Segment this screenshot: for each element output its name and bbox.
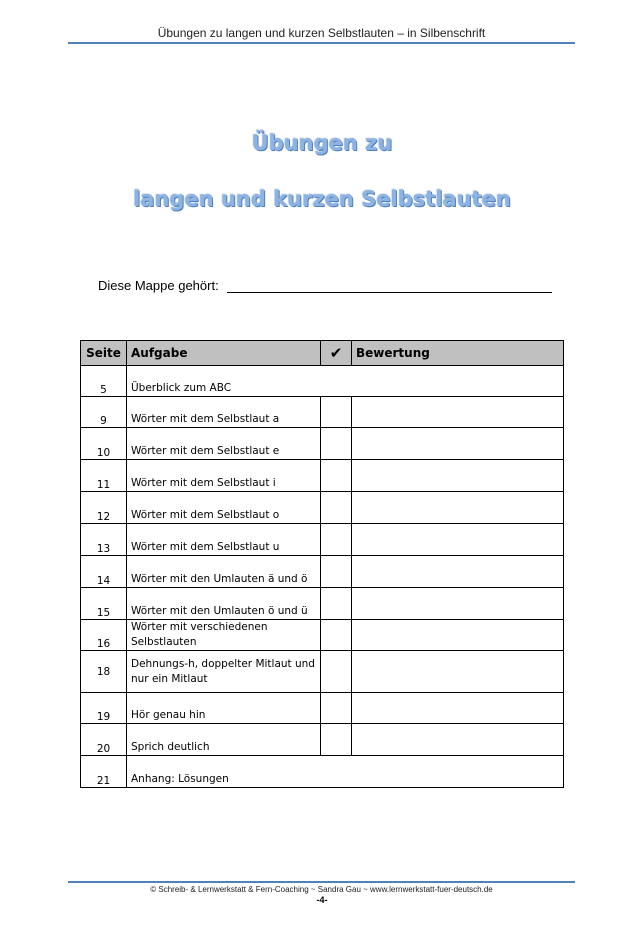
header-check-icon: ✔ — [321, 341, 352, 366]
title-line-1: Übungen zu — [251, 131, 393, 155]
row-check-box[interactable] — [321, 724, 352, 756]
row-page: 11 — [81, 460, 127, 492]
row-page: 14 — [81, 556, 127, 588]
title-line-2: langen und kurzen Selbstlauten — [133, 187, 511, 211]
table-row — [81, 556, 564, 588]
footer-rule — [68, 881, 575, 883]
row-page: 16 — [81, 620, 127, 651]
row-page: 21 — [81, 756, 127, 788]
row-page: 20 — [81, 724, 127, 756]
row-check-box[interactable] — [321, 588, 352, 620]
table-row — [81, 693, 564, 724]
row-check-box[interactable] — [321, 693, 352, 724]
row-task: Hör genau hin — [127, 693, 321, 724]
row-task: Wörter mit dem Selbstlaut o — [127, 492, 321, 524]
row-task: Wörter mit dem Selbstlaut u — [127, 524, 321, 556]
table-header-row — [81, 341, 564, 366]
footer-text: © Schreib- & Lernwerkstatt & Fern-Coaching ~ Sandra Gau ~ www.lernwerkstatt-fuer-deutsch.de — [150, 885, 493, 894]
row-page: 18 — [81, 651, 127, 693]
row-page: 5 — [81, 366, 127, 397]
row-task: Wörter mit dem Selbstlaut e — [127, 428, 321, 460]
row-rating-cell[interactable] — [352, 524, 564, 556]
row-rating-cell[interactable] — [352, 651, 564, 693]
row-task: Wörter mit dem Selbstlaut a — [127, 397, 321, 428]
table-row — [81, 756, 564, 788]
header-rating: Bewertung — [352, 341, 564, 366]
contents-table — [80, 340, 564, 788]
row-task: Überblick zum ABC — [127, 366, 564, 397]
row-rating-cell[interactable] — [352, 588, 564, 620]
table-row — [81, 428, 564, 460]
row-check-box[interactable] — [321, 428, 352, 460]
header-rule — [68, 42, 575, 44]
table-row — [81, 651, 564, 693]
row-task: Wörter mit den Umlauten ä und ö — [127, 556, 321, 588]
row-page: 13 — [81, 524, 127, 556]
row-rating-cell[interactable] — [352, 460, 564, 492]
table-row — [81, 724, 564, 756]
table-row — [81, 492, 564, 524]
row-rating-cell[interactable] — [352, 428, 564, 460]
row-task: Sprich deutlich — [127, 724, 321, 756]
row-check-box[interactable] — [321, 524, 352, 556]
row-page: 12 — [81, 492, 127, 524]
header-task: Aufgabe — [127, 341, 321, 366]
table-row — [81, 620, 564, 651]
row-check-box[interactable] — [321, 620, 352, 651]
owner-write-line[interactable] — [227, 292, 552, 293]
row-rating-cell[interactable] — [352, 397, 564, 428]
owner-label: Diese Mappe gehört: — [98, 278, 219, 293]
row-rating-cell[interactable] — [352, 620, 564, 651]
row-check-box[interactable] — [321, 556, 352, 588]
row-check-box[interactable] — [321, 460, 352, 492]
row-page: 19 — [81, 693, 127, 724]
row-task: Anhang: Lösungen — [127, 756, 564, 788]
row-task: Wörter mit den Umlauten ö und ü — [127, 588, 321, 620]
row-page: 9 — [81, 397, 127, 428]
row-task: Wörter mit verschiedenen Selbstlauten — [127, 620, 321, 651]
row-task: Wörter mit dem Selbstlaut i — [127, 460, 321, 492]
page-number: -4- — [316, 895, 328, 905]
row-task: Dehnungs-h, doppelter Mitlaut und nur ein Mitlaut — [127, 651, 321, 693]
row-rating-cell[interactable] — [352, 492, 564, 524]
row-page: 10 — [81, 428, 127, 460]
row-page: 15 — [81, 588, 127, 620]
table-row — [81, 397, 564, 428]
table-row — [81, 588, 564, 620]
row-check-box[interactable] — [321, 651, 352, 693]
page-header: Übungen zu langen und kurzen Selbstlauten – in Silbenschrift — [157, 26, 486, 40]
table-row — [81, 524, 564, 556]
table-row — [81, 366, 564, 397]
row-rating-cell[interactable] — [352, 693, 564, 724]
row-rating-cell[interactable] — [352, 724, 564, 756]
row-rating-cell[interactable] — [352, 556, 564, 588]
row-check-box[interactable] — [321, 492, 352, 524]
row-check-box[interactable] — [321, 397, 352, 428]
header-page: Seite — [81, 341, 127, 366]
table-row — [81, 460, 564, 492]
